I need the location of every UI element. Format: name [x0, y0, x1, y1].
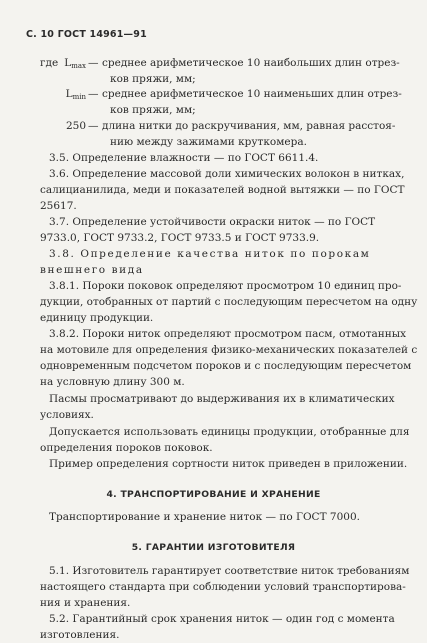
paragraph-3-8-2: 3.8.2. Пороки ниток определяют просмотром пасм, отмотанных на мотовиле для определения физико-механических показателей с одновременным подсчетом пороков и с последующим пересчетом на условную длину 300 м. [40, 328, 418, 388]
definition-dash: — [88, 120, 99, 132]
paragraph-5-2: 5.2. Гарантийный срок хранения ниток — один год с момента изготовления. [40, 613, 395, 641]
definition-text-cont: ков пряжи, мм; [110, 73, 196, 85]
paragraph-pasm: Пасмы просматривают до выдерживания их в климатических условиях. [40, 393, 395, 421]
definition-text: среднее арифметическое 10 наибольших длин отрез- [102, 57, 400, 69]
paragraph-4: Транспортирование и хранение ниток — по ГОСТ 7000. [49, 511, 360, 523]
paragraph-primer: Пример определения сортности ниток приведен в приложении. [49, 458, 408, 470]
paragraph-3-8: 3.8. Определение качества ниток по порокам внешнего вида [40, 248, 371, 276]
definition-symbol: $L_{min}$ [65, 88, 86, 101]
definition-text: длина нитки до раскручивания, мм, равная расстоя- [102, 120, 396, 132]
definition-text: среднее арифметическое 10 наименьших длин отрез- [102, 88, 402, 100]
definition-text-cont: нию между зажимами круткомера. [110, 136, 307, 148]
section-4-title: 4. ТРАНСПОРТИРОВАНИЕ И ХРАНЕНИЕ [106, 489, 321, 500]
definition-lead: где [40, 57, 59, 69]
paragraph-5-1: 5.1. Изготовитель гарантирует соответствие ниток требованиям настоящего стандарта при соблюдении условий транспортирова- ния и хранения. [40, 565, 410, 609]
definition-symbol: 250 [65, 120, 86, 132]
definition-250 [40, 118, 410, 150]
definition-dash: — [88, 57, 99, 69]
definition-lmax [40, 55, 410, 87]
definition-symbol: $L_{max}$ [64, 57, 86, 70]
paragraph-3-7: 3.7. Определение устойчивости окраски ниток — по ГОСТ 9733.0, ГОСТ 9733.2, ГОСТ 9733.5 и ГОСТ 9733.9. [40, 216, 376, 244]
definition-lmin [40, 86, 410, 118]
paragraph-3-8-1: 3.8.1. Пороки поковок определяют просмотром 10 единиц про- дукции, отобранных от партий с последующим пересчетом на одну единицу продукции. [40, 280, 418, 324]
paragraph-3-6: 3.6. Определение массовой доли химических волокон в нитках, салицианилида, меди и показателей водной вытяжки — по ГОСТ 25617. [40, 168, 405, 212]
page-header: С. 10 ГОСТ 14961—91 [26, 29, 147, 40]
definition-text-cont: ков пряжи, мм; [110, 104, 196, 116]
section-5-title: 5. ГАРАНТИИ ИЗГОТОВИТЕЛЯ [131, 542, 296, 553]
paragraph-dopuskaetsya: Допускается использовать единицы продукции, отобранные для определения пороков поковок. [40, 426, 410, 454]
definition-dash: — [88, 88, 99, 100]
paragraph-3-5: 3.5. Определение влажности — по ГОСТ 6611.4. [49, 152, 319, 164]
